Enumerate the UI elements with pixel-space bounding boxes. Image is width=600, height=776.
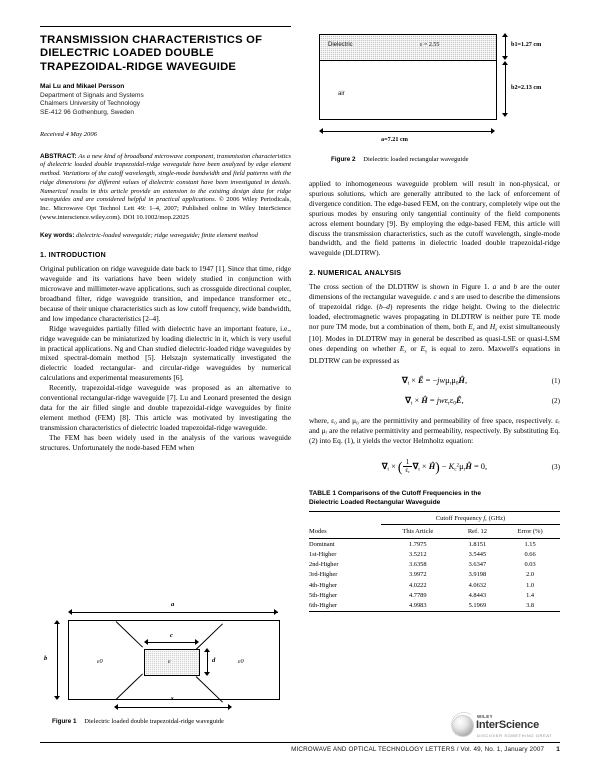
table-cell-error: 0.66 [524, 551, 536, 559]
table-1 [309, 489, 560, 612]
keywords-label: Key words: [40, 231, 75, 239]
equation-2 [309, 395, 560, 406]
num-p1-f: exist simultaneously [10]. Modes in DLDTRW may in general be described as quasi-LSE or quasi-LSM ones depending on whether [309, 321, 561, 353]
numerical-paragraph-1: The cross section of the DLDTRW is shown in Figure 1. a and b are the outer dimensions of the rectangular waveguide. c and s are used to describe the dimensions of trapezoidal ridge. (b–d) represents the ridge height. Owing to the dielectric loaded, electromagnetic waves propagating in DLDTRW is neither pure TE mode nor pure TM mode, but a combination of them, both $E_z$ and $H_z$ exist simultaneously [10]. Modes in DLDTRW may in general be described as quasi-LSE or quasi-LSM ones depending on whether $E_x$ or $E_y$ is equal to zero. Maxwell's equations in DLDTRW can be expressed as [309, 282, 561, 366]
fig1-caption-text: Dielectric loaded double trapezoidal-ridge waveguide [84, 718, 224, 725]
logo-sphere-icon [452, 715, 474, 737]
equation-1-body: $\nabla_t$ × Ê = $-jw\mu_r\mu_0Ĥ$, [401, 376, 468, 387]
num-p1-g: is equal to zero. Maxwell's equations in DLDTRW can be expressed as [309, 343, 560, 366]
affiliation-line-3: SE-412 96 Gothenburg, Sweden [40, 109, 134, 116]
table-row [309, 549, 560, 559]
table-cell-error: 1.15 [500, 539, 560, 550]
fig2-label-air: air [338, 91, 345, 97]
fig1-label-c: c [170, 632, 173, 639]
fig2-caption-text: Dielectric loaded rectangular waveguide [363, 156, 469, 163]
fig1-dim-a-line [70, 612, 278, 613]
table-cell-mode: 6th-Higher [309, 601, 338, 609]
table-cell-mode: 4th-Higher [309, 581, 338, 589]
table-cell-ref12: 4.0632 [468, 581, 487, 589]
fig1-dim-b-arrow-up [54, 620, 60, 624]
fig1-label-a: a [171, 601, 175, 608]
table-row [309, 560, 560, 570]
equation-3 [309, 459, 560, 475]
table-col-error: Error (%) [517, 528, 543, 536]
footer-page-number: 1 [556, 746, 560, 753]
equation-3-body: $\nabla_t$ × ( $\frac{1}{\varepsilon_r}$ $\nabla_t$ × Ĥ) − $K_c^2\mu_rĤ = 0$, [381, 458, 488, 475]
footer-line [40, 746, 560, 753]
table-spanner-label: Cutoff Frequency $f_c$ (GHz) [381, 515, 560, 525]
after-equation-2-paragraph: where, ε₀ and μ₀ are the permittivity and permeability of free space, respectively. εᵣ and μᵣ are the relative permittivity and permeability, respectively. By substituting Eq. (2) into Eq. (1), it yields the vector Helmholtz equation: [309, 415, 560, 445]
affiliation-line-2: Chalmers University of Technology [40, 100, 140, 108]
section-heading-numerical-analysis: 2. NUMERICAL ANALYSIS [309, 270, 402, 278]
intro-paragraph-3: Recently, trapezoidal-ridge waveguide was proposed as an alternative to conventional rectangular-ridge waveguide [7]. Lu and Leonard presented the design data for the air filled single and double trapezoidal-ridge waveguides by finite element method (FEM) [8]. This article was motivated by investigating the transmission characteristics of dielectric loaded trapezoidal-ridge waveguide. [40, 383, 291, 432]
intro-paragraph-4: The FEM has been widely used in the analysis of the various waveguide structures. Unfortunately the node-based FEM when [40, 432, 291, 452]
fig1-dim-s-arrow-right [228, 704, 232, 710]
table-cell-this-article: 3.5212 [409, 551, 427, 559]
fig1-dim-c-arrow-right [195, 639, 199, 645]
table-cell-mode: 1st-Higher [309, 551, 337, 559]
table-spanner-blank [309, 511, 381, 526]
table-cell-mode: 2nd-Higher [309, 561, 339, 569]
continued-paragraph: applied to inhomogeneous waveguide problem will result in non-physical, or spurious solutions, which are generally attributed to the lack of enforcement of divergence condition. The edge-based FEM, on the contrary, completely wipe out the spurious modes by ensuring only tangential continuity of the field components across element boundary [9]. By employing the edge-based FEM, this article will discuss the transmission characteristics, such as the cutoff wavelength, single-mode bandwidth, and the field patterns in dielectric loaded double trapezoidal-ridge waveguide (DLDTRW). [309, 179, 560, 258]
table-cell-ref12: 3.9198 [468, 571, 487, 579]
fig2-dielectric-region [320, 35, 496, 61]
logo-wiley-text: WILEY [477, 714, 493, 719]
cutoff-frequency-table [309, 511, 560, 612]
keywords [40, 232, 291, 241]
fig1-label-b: b [44, 655, 48, 662]
table-top-rule-row [309, 511, 560, 526]
table-cell-this-article: 4.7789 [409, 591, 427, 599]
left-column [40, 26, 291, 453]
num-p1-a: The cross section of the DLDTRW is shown in Figure 1. [309, 282, 493, 292]
fig2-dim-b2-arrow-down [502, 113, 508, 117]
fig1-caption-number: Figure 1 [52, 718, 77, 725]
fig1-dim-b-arrow-down [54, 696, 60, 700]
table-cell-error: 1.4 [526, 591, 535, 599]
table-cell-this-article: 4.0222 [409, 581, 427, 589]
fig1-dim-d-line [207, 652, 208, 673]
table-col-ref12: Ref. 12 [467, 528, 487, 536]
figure-2 [309, 26, 560, 154]
fig1-dim-s-line [118, 707, 230, 708]
fig1-dim-d-arrow-down [204, 672, 210, 676]
fig2-dim-b1-arrow-up [502, 33, 508, 37]
table-cell-this-article: 3.9972 [409, 571, 427, 579]
right-column [309, 26, 560, 612]
fig2-caption-number: Figure 2 [331, 156, 356, 163]
table-cell-this-article: 3.6358 [409, 561, 427, 569]
fig2-label-a: a=7.21 cm [381, 136, 408, 143]
table-cell-ref12: 1.8151 [455, 539, 501, 550]
logo-interscience-text: InterScience [476, 719, 540, 731]
fig1-dim-c-arrow-left [144, 639, 148, 645]
fig2-dim-b1-arrow-down [502, 56, 508, 60]
equation-1 [309, 375, 560, 386]
fig2-caption [309, 156, 560, 163]
fig2-dim-a-arrow-right [491, 128, 495, 134]
table-1-title-line-1: TABLE 1 Comparisons of the Cutoff Frequencies in the [309, 489, 482, 497]
table-cell-mode: Dominant [309, 539, 381, 550]
equation-2-body: $\nabla_t$ × Ĥ = $jw\varepsilon_r\varepsilon_0Ê$, [405, 396, 464, 407]
table-cell-ref12: 5.1969 [468, 601, 487, 609]
num-p1-e: ) represents the ridge height. Owing to the dielectric loaded, electromagnetic waves propagating in DLDTRW is neither pure TE mode nor pure TM mode, but a combination of them, both [309, 302, 560, 331]
fig2-dim-a-arrow-left [319, 128, 323, 134]
table-row [309, 539, 560, 550]
footer-journal-info: MICROWAVE AND OPTICAL TECHNOLOGY LETTERS / Vol. 49, No. 1, January 2007 [291, 746, 545, 753]
table-row [309, 590, 560, 600]
table-row [309, 570, 560, 580]
fig1-dim-b-line [57, 624, 58, 696]
num-p1-c: are the outer dimensions of the rectangular waveguide. [309, 282, 560, 302]
fig2-label-dielectric: Dielectric [328, 42, 353, 48]
fig2-label-b1: b1=1.27 cm [511, 41, 542, 48]
fig1-dim-a-arrow-right [274, 609, 278, 615]
abstract-label: ABSTRACT: [40, 152, 77, 160]
fig2-dim-b2-line [505, 65, 506, 115]
equation-3-number: (3) [551, 462, 560, 471]
fig2-dim-a-line [323, 131, 493, 132]
table-header-row [309, 527, 560, 539]
table-cell-error: 3.8 [526, 601, 535, 609]
table-cell-ref12: 3.5445 [468, 551, 487, 559]
fig1-dielectric-ridge [144, 649, 200, 676]
fig1-label-eps0-right: ε0 [238, 658, 244, 665]
keywords-value: dielectric-loaded waveguide; ridge waveguide; finite element method [76, 231, 258, 239]
table-1-title-line-2: Dielectric Loaded Rectangular Waveguide [309, 498, 441, 506]
table-row [309, 580, 560, 590]
table-cell-mode: 5th-Higher [309, 591, 338, 599]
table-col-this-article: This Article [402, 528, 434, 536]
intro-paragraph-1: Original publication on ridge waveguide date back to 1947 [1]. Since that time, ridge waveguide and its variations have been widely studied in conjunction with microwave and millimeter-wave applications, such as crossguide directional coupler, broadband filter, ridge waveguide transition, and impedance transformer etc., because of their unique characteristics such as low cutoff frequency, wide bandwidth, and low impedance characteristics [2–4]. [40, 264, 291, 323]
table-cell-error: 2.0 [526, 571, 535, 579]
wiley-interscience-logo [452, 711, 560, 741]
table-cell-error: 0.03 [524, 561, 536, 569]
num-p1-d: are used to describe the dimensions of trapezoidal ridge. ( [309, 292, 560, 312]
fig1-label-epsilon-center: ε [168, 658, 171, 665]
fig2-dim-b2-arrow-up [502, 61, 508, 65]
fig2-label-b2: b2=2.13 cm [511, 84, 542, 91]
table-1-title [309, 489, 560, 507]
fig1-dim-a-arrow-left [68, 609, 72, 615]
title-rule [40, 26, 291, 27]
section-heading-introduction: 1. INTRODUCTION [40, 252, 106, 260]
equation-2-number: (2) [551, 397, 560, 406]
logo-tagline: DISCOVER SOMETHING GREAT [477, 733, 553, 738]
equation-1-number: (1) [551, 376, 560, 385]
authors: Mai Lu and Mikael Persson [40, 83, 125, 91]
table-cell-this-article: 4.9983 [409, 601, 427, 609]
page-footer [40, 742, 560, 753]
fig1-caption [40, 718, 303, 725]
table-cell-this-article: 1.7975 [381, 539, 455, 550]
table-spanner-header [381, 511, 560, 526]
fig1-dim-c-line [148, 642, 197, 643]
table-cell-ref12: 3.6347 [468, 561, 487, 569]
table-row [309, 600, 560, 611]
fig1-label-d: d [212, 657, 216, 664]
fig2-waveguide-outline [319, 34, 497, 120]
abstract-body: As a new kind of broadband microwave component, transmission characteristics of dielectric loaded double trapezoidal-ridge waveguide have been analyzed by edge element method. Variations of the cutoff wavelength, single-mode bandwidth and field patterns with the ridge dimensions for different values of dielectric constant have been investigated in details. Numerical results in this article provide an extension to the existing design data for ridge waveguides and are considered helpful in practical applications. [40, 152, 291, 204]
table-col-modes: Modes [309, 528, 327, 536]
fig1-dim-d-arrow-up [204, 648, 210, 652]
figure-1 [40, 598, 291, 728]
table-cell-ref12: 4.8443 [468, 591, 487, 599]
fig1-dim-s-arrow-left [114, 704, 118, 710]
abstract-copyright: © 2006 Wiley Periodicals, Inc. Microwave Opt Technol Lett 49: 1–4, 2007; Published online in Wiley InterScience (www.interscience.wiley.com). DOI 10.1002/mop.22025 [40, 196, 291, 221]
fig1-label-eps0-left: ε0 [97, 658, 103, 665]
page-title: TRANSMISSION CHARACTERISTICS OF DIELECTRIC LOADED DOUBLE TRAPEZOIDAL-RIDGE WAVEGUIDE [40, 34, 263, 73]
affiliation-line-1: Department of Signals and Systems [40, 91, 144, 99]
fig1-label-s: s [171, 695, 174, 702]
received-date: Received 4 May 2006 [40, 130, 97, 138]
num-p1-b: and [496, 282, 514, 292]
abstract [40, 153, 291, 223]
table-cell-mode: 3rd-Higher [309, 571, 338, 579]
table-cell-error: 1.0 [526, 581, 535, 589]
fig2-label-epsilon: ε = 2.55 [420, 42, 440, 48]
intro-paragraph-2: Ridge waveguides partially filled with dielectric have an important feature, i.e., ridge waveguide can be miniaturized by loading dielectric in it, which is very useful in practical applications. Ng and Chan studied dielectric-loaded ridge waveguides by mixed spectral-domain method [5]. Helszajn systematically investigated the dielectric loaded rectangular- and circular-ridge waveguides by numerical calculations and experimental measurements [6]. [40, 323, 291, 383]
